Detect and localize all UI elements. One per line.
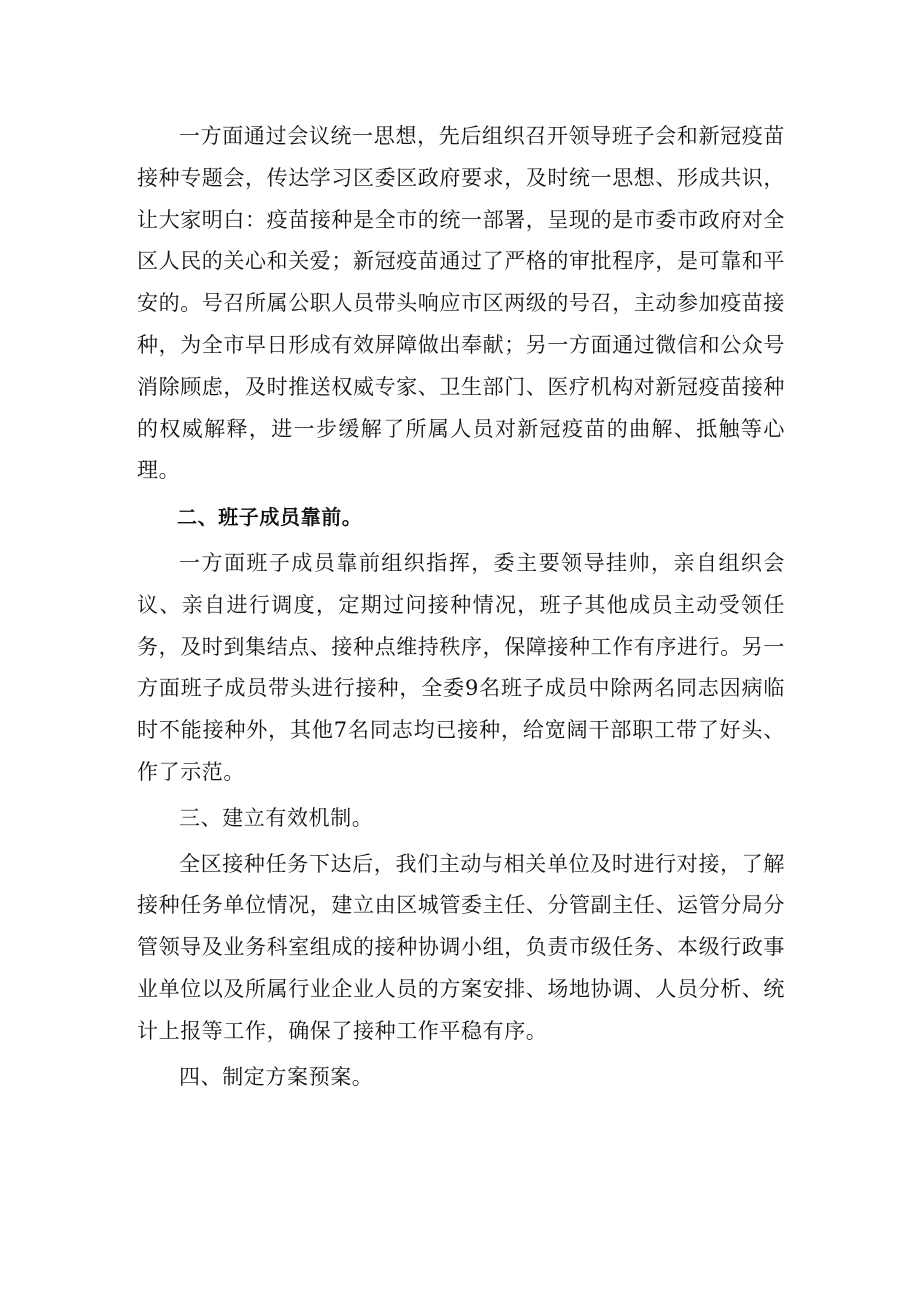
section-heading-leaders-lead: 二、班子成员靠前。 [177, 505, 363, 530]
document-body [137, 116, 785, 1098]
section-heading-mechanism: 三、建立有效机制。 [179, 805, 374, 830]
paragraph-leaders-lead: 一方面班子成员靠前组织指挥，委主要领导挂帅，亲自组织会议、亲自进行调度，定期过问接种情况，班子其他成员主动受领任务，及时到集结点、接种点维持秩序，保障接种工作有序进行。另一方面班子成员带头进行接种，全委9名班子成员中除两名同志因病临时不能接种外，其他7名同志均已接种，给宽阔干部职工带了好头、作了示范。 [137, 550, 785, 784]
paragraph-vaccine-publicity: 一方面通过会议统一思想，先后组织召开领导班子会和新冠疫苗接种专题会，传达学习区委区政府要求，及时统一思想、形成共识，让大家明白：疫苗接种是全市的统一部署，呈现的是市委市政府对全区人民的关心和关爱；新冠疫苗通过了严格的审批程序，是可靠和平安的。号召所属公职人员带头响应市区两级的号召，主动参加疫苗接种，为全市早日形成有效屏障做出奉献；另一方面通过微信和公众号消除顾虑，及时推送权威专家、卫生部门、医疗机构对新冠疫苗接种的权威解释，进一步缓解了所属人员对新冠疫苗的曲解、抵触等心理。 [137, 124, 785, 483]
paragraph-mechanism: 全区接种任务下达后，我们主动与相关单位及时进行对接，了解接种任务单位情况，建立由区城管委主任、分管副主任、运管分局分管领导及业务科室组成的接种协调小组，负责市级任务、本级行政事业单位以及所属行业企业人员的方案安排、场地协调、人员分析、统计上报等工作，确保了接种工作平稳有序。 [137, 851, 785, 1043]
section-heading-plans: 四、制定方案预案。 [179, 1064, 374, 1089]
